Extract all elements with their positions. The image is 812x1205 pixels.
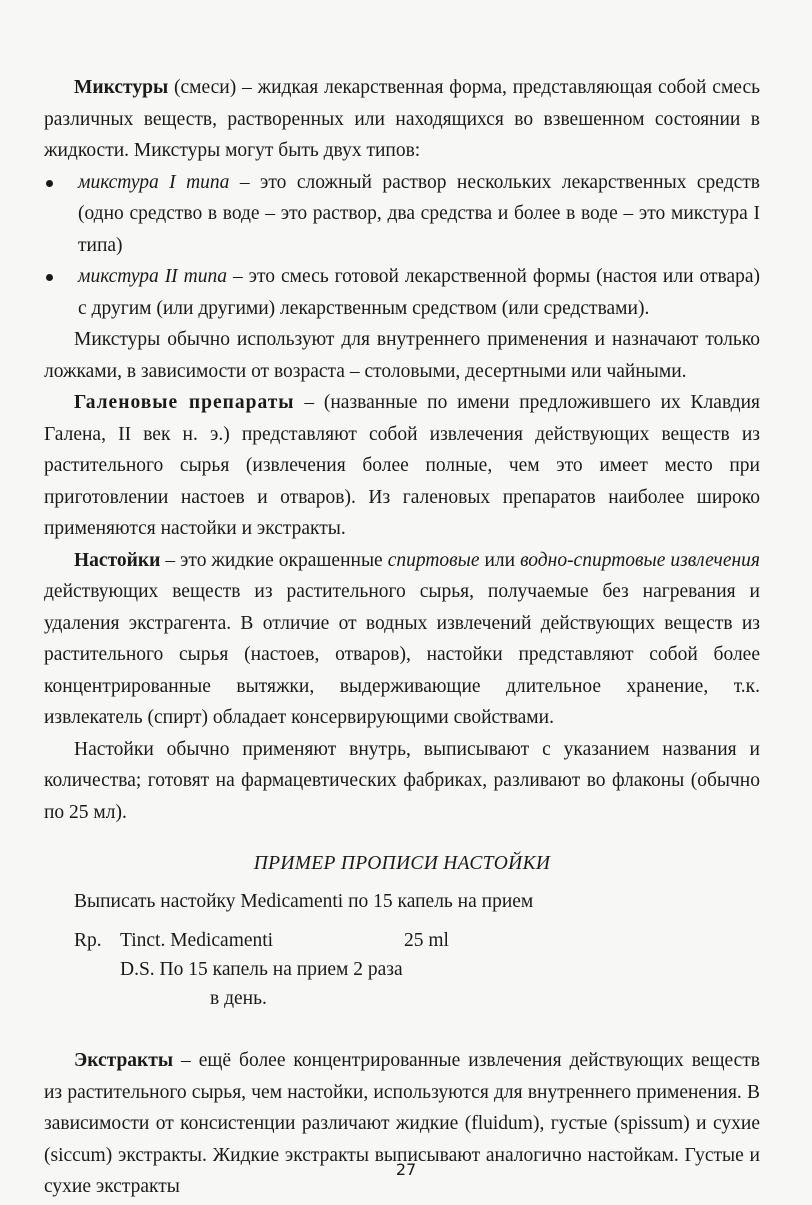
rx-signa-line-1: D.S. По 15 капель на прием 2 раза [120, 959, 403, 980]
example-title: ПРИМЕР ПРОПИСИ НАСТОЙКИ [253, 853, 551, 874]
bullet-icon [46, 180, 53, 187]
paragraph-tinctures-usage: Настойки обычно применяют внутрь, выписывают с указанием названия и количества; готовят на фармацевтических фабриках, разливают во флаконы (обычно по 25 мл). [44, 738, 760, 823]
body-text [44, 72, 760, 1203]
list-item-type-2: микстура II типа – это смесь готовой лекарственной формы (настоя или отвара) с другим (или другими) лекарственным средством (или средствами). [44, 261, 760, 324]
prescription [44, 925, 760, 1013]
mixture-types-list [44, 167, 760, 325]
paragraph-galenic: Галеновые препараты – (названные по имени предложившего их Клавдия Галена, II век н. э.) представляют собой извлечения действующих веществ из растительного сырья (извлечения более полные, чем это имеет место при приготовлении настоев и отваров). Из галеновых препаратов наиболее широко применяются настойки и экстракты. [44, 392, 760, 539]
bullet-icon [46, 274, 53, 281]
rx-drug: Tinct. Medicamenti [120, 930, 274, 951]
term-mixtures: Микстуры [74, 77, 169, 98]
paragraph-tinctures: Настойки – это жидкие окрашенные спиртовые или водно-спиртовые извлечения действующих веществ из растительного сырья, получаемые без нагревания и удаления экстрагента. В отличие от водных извлечений действующих веществ из растительного сырья (настоев, отваров), настойки представляют собой более концентрированные вытяжки, выдерживающие длительное хранение, т.к. извлекатель (спирт) обладает консервирующими свойствами. [44, 549, 760, 728]
rx-amount: 25 ml [404, 930, 449, 951]
paragraph-extracts: Экстракты – ещё более концентрированные извлечения действующих веществ из растительного сырья, чем настойки, используются для внутреннего применения. В зависимости от консистенции различают жидкие (fluidum), густые (spissum) и сухие (siccum) экстракты. Жидкие экстракты выписывают аналогично настойкам. Густые и сухие экстракты [44, 1050, 760, 1197]
term-galenic: Галеновые препараты [74, 392, 295, 413]
page-number: 27 [395, 1160, 417, 1179]
example-instruction: Выписать настойку Medicamenti по 15 капель на прием [74, 890, 534, 912]
list-item-type-1: микстура I типа – это сложный раствор нескольких лекарственных средств (одно средство в воде – это раствор, два средства и более в воде – это микстура I типа) [44, 167, 760, 262]
rx-recipe-label: Rp. [74, 930, 102, 951]
paragraph-mixtures-usage: Микстуры обычно используют для внутреннего применения и назначают только ложками, в зависимости от возраста – столовыми, десертными или чайными. [44, 329, 760, 382]
rx-signa-line-2: в день. [210, 988, 267, 1009]
paragraph-mixtures: Микстуры (смеси) – жидкая лекарственная форма, представляющая собой смесь различных веществ, растворенных или находящихся во взвешенном состоянии в жидкости. Микстуры могут быть двух типов: [44, 77, 760, 161]
term-extracts: Экстракты [74, 1050, 174, 1071]
term-tinctures: Настойки [74, 549, 161, 571]
